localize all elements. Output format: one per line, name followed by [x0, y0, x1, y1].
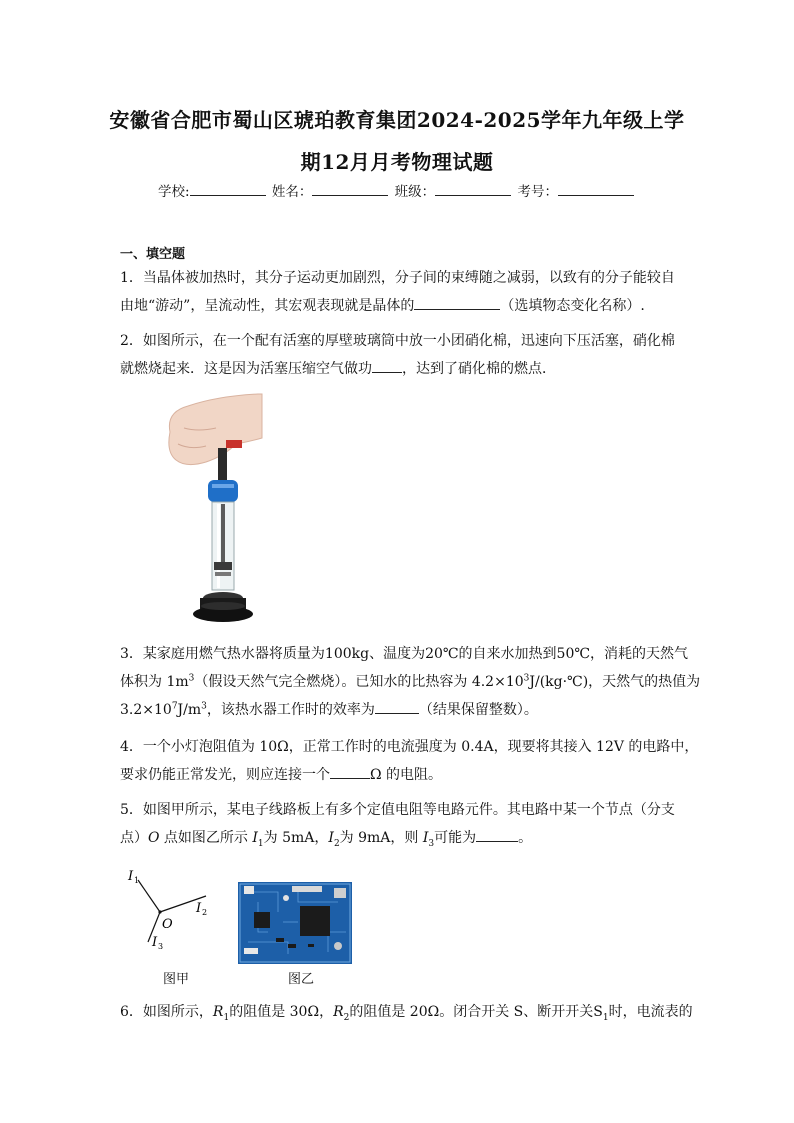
q6-r2: R: [333, 1004, 344, 1020]
q5-i3-sub: 3: [428, 838, 435, 849]
q1-line1: 1．当晶体被加热时，其分子运动更加剧烈，分子间的束缚随之减弱，以致有的分子能较自: [120, 270, 675, 286]
q4-text-a: 要求仍能正常发光，则应连接一个: [120, 767, 330, 783]
student-info-row: [0, 180, 794, 200]
q3-text-g: （结果保留整数）。: [418, 702, 538, 718]
q3-line3: [120, 696, 680, 724]
q6-r1-sub: 1: [223, 1012, 230, 1023]
q6-text-c: 的阻值是 20Ω。闭合开关 S、断开开关S: [349, 1004, 603, 1020]
q4-line2: [120, 761, 680, 789]
q5-i1-sub: 1: [257, 838, 264, 849]
section-title: 一、填空题: [120, 247, 186, 262]
label-i1-sub: 1: [134, 876, 140, 885]
q4-answer-blank[interactable]: [330, 764, 370, 779]
q3-sup-a: 3: [188, 673, 195, 684]
q3-text-d: 3.2×10: [120, 702, 172, 718]
node-o-dot: [158, 910, 161, 913]
school-blank[interactable]: [190, 182, 266, 196]
q5-line1: 5．如图甲所示，某电子线路板上有多个定值电阻等电路元件。其电路中某一个节点（分支: [120, 802, 675, 818]
q2-line2: [120, 355, 680, 383]
label-i2-sub: 2: [202, 908, 208, 917]
q6-line1: [120, 998, 693, 1026]
q5-line2: [120, 824, 680, 852]
q5-text-c: 为 5mA，: [263, 830, 329, 846]
q5-text-b: 点如图乙所示: [159, 830, 253, 846]
q3-text-f: ，该热水器工作时的效率为: [206, 702, 375, 718]
question-1: [120, 264, 680, 320]
wire-i1: [138, 880, 160, 912]
q5-text-a: 点）: [120, 830, 148, 846]
exam-number-label: 考号：: [517, 184, 558, 200]
q3-sup-d: 3: [201, 701, 207, 712]
label-i3: I: [152, 935, 158, 950]
q5-answer-blank[interactable]: [476, 827, 518, 842]
q1-answer-blank[interactable]: [414, 295, 500, 310]
label-i3-sub: 3: [158, 942, 164, 951]
question-2: [120, 327, 680, 383]
piston-handle: [226, 440, 242, 448]
class-blank[interactable]: [435, 182, 511, 196]
q6-text-d: 时，电流表的: [608, 1004, 693, 1020]
fire-syringe-figure: [158, 392, 276, 628]
node-diagram: [120, 866, 220, 958]
caption-figure-jia: 图甲: [163, 972, 190, 987]
hand-image: [169, 394, 262, 465]
question-3: [120, 640, 701, 724]
q5-text-e: 可能为: [434, 830, 477, 846]
page-title-line2: 期12月月考物理试题: [300, 150, 494, 174]
q1-text-a: 由地“游动”，呈流动性，其宏观表现就是晶体的: [120, 298, 415, 314]
q5-i2-sub: 2: [333, 838, 340, 849]
school-label: 学校:: [158, 184, 190, 200]
q1-text-b: （选填物态变化名称）.: [500, 298, 645, 314]
q5-i1: I: [252, 830, 258, 846]
label-i2: I: [196, 901, 202, 916]
q5-node-o: O: [148, 830, 160, 846]
name-label: 姓名：: [271, 184, 313, 200]
caption-figure-yi: 图乙: [288, 972, 315, 987]
q6-r2-sub: 2: [343, 1012, 350, 1023]
question-4: [120, 733, 699, 789]
q5-text-f: 。: [518, 830, 533, 846]
q2-text-a: 就燃烧起来．这是因为活塞压缩空气做功: [120, 361, 372, 377]
q2-line1: 2．如图所示，在一个配有活塞的厚壁玻璃筒中放一小团硝化棉，迅速向下压活塞，硝化棉: [120, 333, 675, 349]
label-o: O: [162, 917, 173, 932]
q4-line1: 4．一个小灯泡阻值为 10Ω，正常工作时的电流强度为 0.4A，现要将其接入 12V 的电路中，: [120, 739, 699, 755]
q5-text-d: 为 9mA，则: [339, 830, 423, 846]
q3-text-a: 体积为 1m: [120, 674, 189, 690]
name-blank[interactable]: [312, 182, 388, 196]
question-5: [120, 796, 680, 852]
q5-i2: I: [328, 830, 334, 846]
q3-line2: [120, 668, 701, 696]
piston-rod: [218, 448, 227, 482]
q3-sup-c: 7: [171, 701, 178, 712]
q2-text-b: ，达到了硝化棉的燃点．: [402, 361, 556, 377]
q6-s1-sub: 1: [602, 1012, 609, 1023]
q3-text-e: J/m: [177, 702, 202, 718]
q3-text-b: （假设天然气完全燃烧）。已知水的比热容为 4.2×10: [194, 674, 524, 690]
q5-i3: I: [422, 830, 429, 846]
q6-r1: R: [212, 1004, 224, 1020]
blue-cap: [208, 480, 238, 502]
q3-answer-blank[interactable]: [375, 699, 419, 714]
question-6: [120, 998, 693, 1026]
q3-text-c: J/(kg·℃)，天然气的热值为: [529, 674, 701, 690]
circuit-board-image: [238, 882, 352, 964]
piston-head: [214, 562, 232, 570]
q1-line2: [120, 292, 680, 320]
class-label: 班级：: [394, 184, 436, 200]
label-i1: I: [128, 869, 134, 884]
q6-text-b: 的阻值是 30Ω，: [229, 1004, 334, 1020]
q3-sup-b: 3: [523, 673, 530, 684]
q3-line1: 3．某家庭用燃气热水器将质量为100kg、温度为20℃的自来水加热到50℃，消耗的天然气: [120, 646, 689, 662]
exam-number-blank[interactable]: [558, 182, 634, 196]
q4-text-b: Ω 的电阻。: [370, 767, 443, 783]
q2-answer-blank[interactable]: [372, 358, 402, 373]
q6-text-a: 6．如图所示，: [120, 1004, 213, 1020]
page-title-line1: 安徽省合肥市蜀山区琥珀教育集团2024-2025学年九年级上学: [109, 108, 685, 132]
